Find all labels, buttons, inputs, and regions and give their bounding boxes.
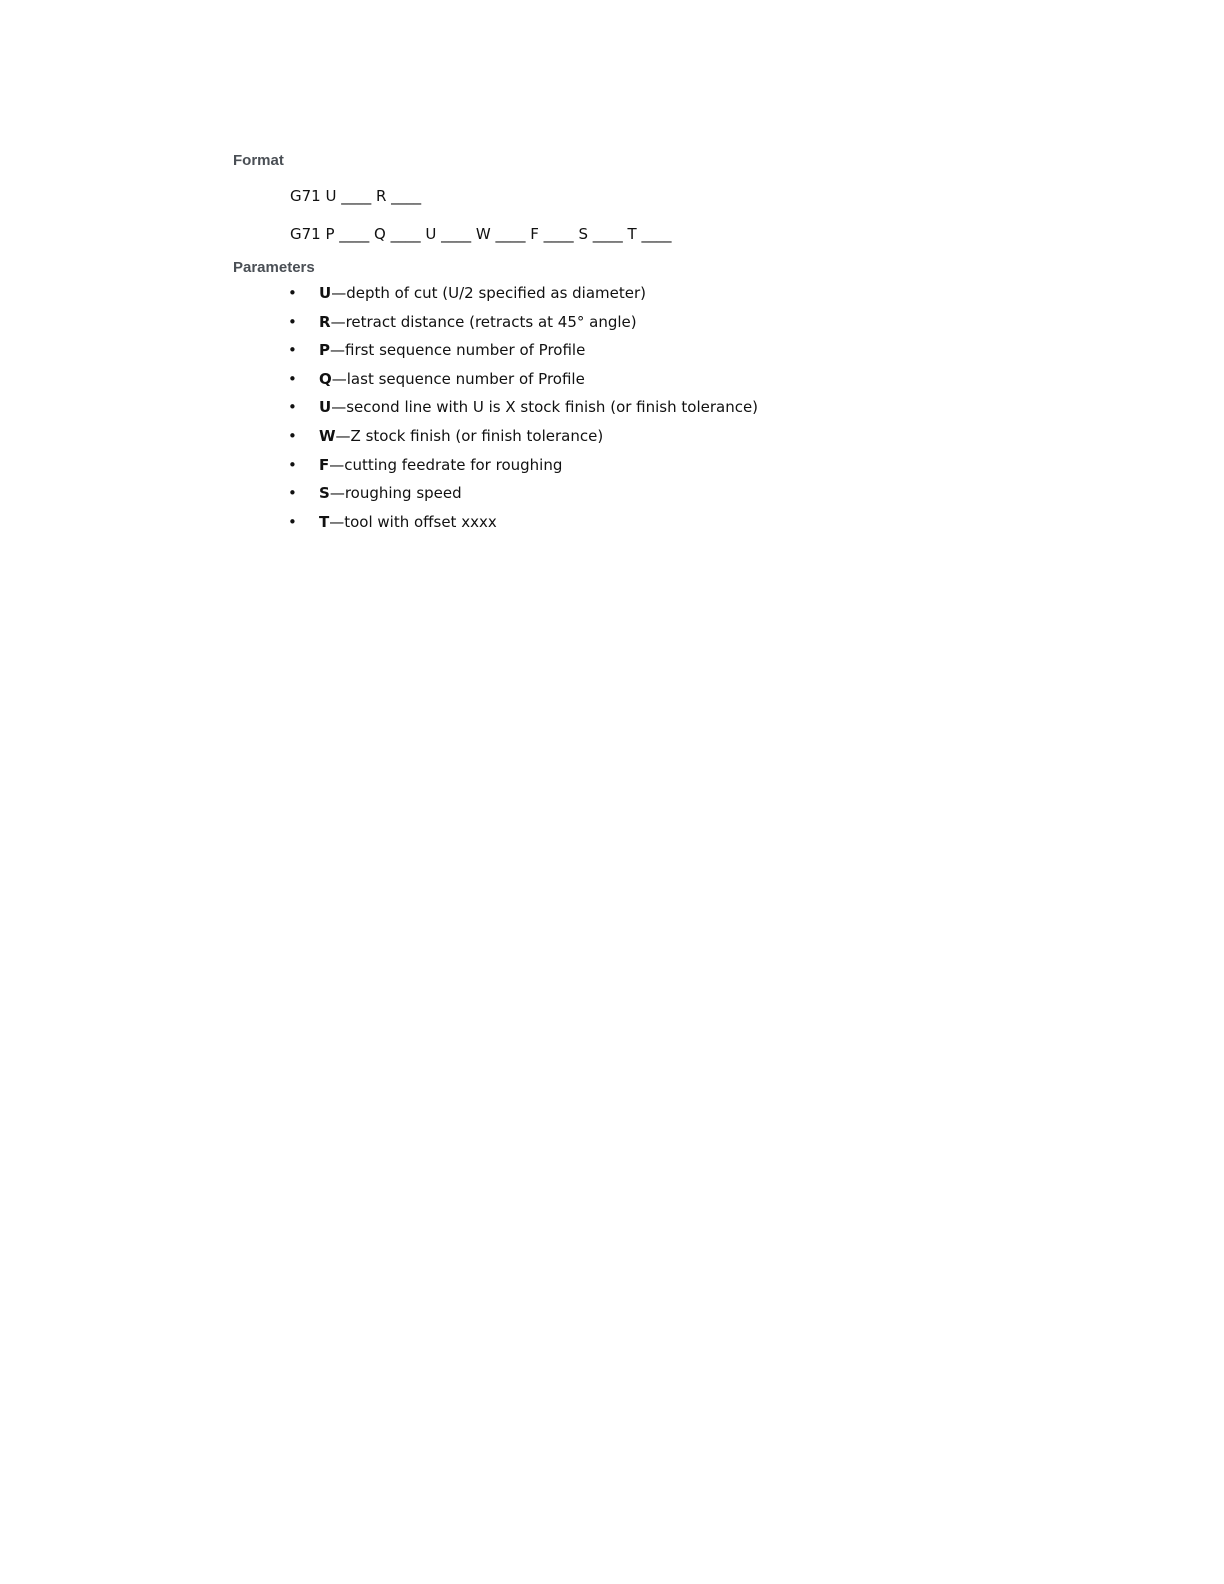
parameter-description: —roughing speed xyxy=(329,484,462,503)
parameter-key: U xyxy=(319,398,332,417)
parameter-key: P xyxy=(319,341,330,360)
bullet-icon: • xyxy=(288,284,297,302)
parameter-key: Q xyxy=(319,369,332,388)
bullet-icon: • xyxy=(288,455,297,474)
parameter-key: F xyxy=(319,455,330,474)
parameter-key: W xyxy=(319,426,336,445)
parameter-key: S xyxy=(319,484,330,503)
bullet-icon: • xyxy=(288,341,297,360)
parameter-description: —first sequence number of Profile xyxy=(330,341,586,360)
parameter-description: —depth of cut (U/2 specified as diameter) xyxy=(331,284,647,302)
parameter-description: —last sequence number of Profile xyxy=(331,369,585,388)
bullet-icon: • xyxy=(288,512,297,531)
bullet-icon: • xyxy=(288,398,297,417)
format-heading: Format xyxy=(233,152,284,169)
parameter-description: —Z stock finish (or finish tolerance) xyxy=(335,426,604,445)
format-line-1: G71 U ____ R ____ xyxy=(290,187,422,205)
parameter-description: —retract distance (retracts at 45° angle) xyxy=(330,312,637,331)
parameters-heading: Parameters xyxy=(233,259,315,276)
parameter-key: R xyxy=(319,312,331,331)
bullet-icon: • xyxy=(288,426,297,445)
parameter-description: —tool with offset xxxx xyxy=(329,512,497,531)
bullet-icon: • xyxy=(288,312,297,331)
bullet-icon: • xyxy=(288,369,297,388)
parameter-description: —second line with U is X stock finish (or finish tolerance) xyxy=(331,398,759,417)
parameter-key: T xyxy=(319,512,330,531)
format-line-2: G71 P ____ Q ____ U ____ W ____ F ____ S ____ T ____ xyxy=(290,225,672,243)
bullet-icon: • xyxy=(288,484,297,503)
parameter-key: U xyxy=(319,284,332,302)
parameter-description: —cutting feedrate for roughing xyxy=(329,455,563,474)
